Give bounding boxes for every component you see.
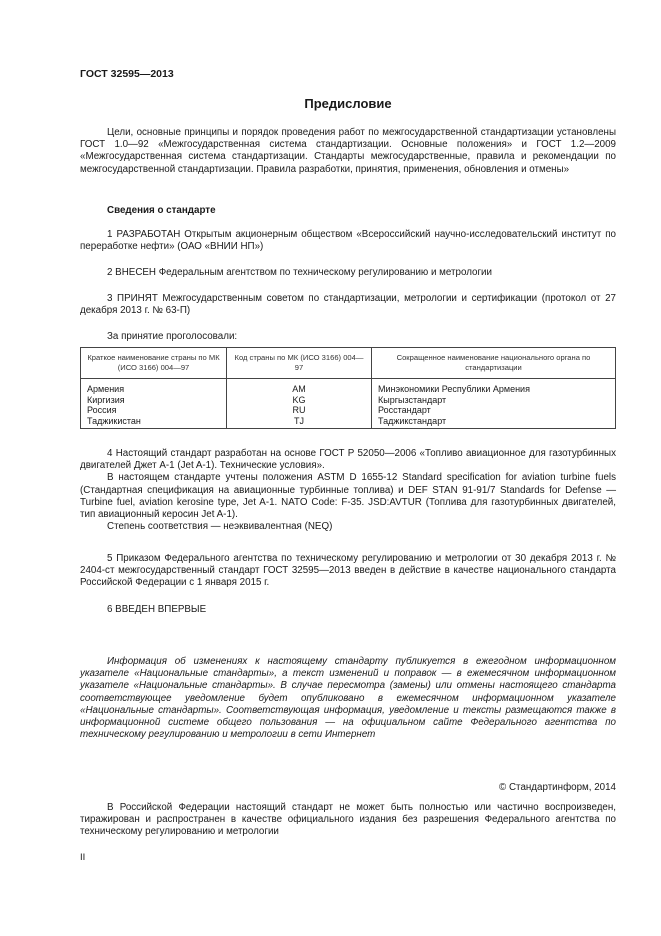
table-cell-country: Таджикистан — [81, 416, 227, 429]
table-header-body: Сокращенное наименование национального органа по стандартизации — [372, 348, 616, 379]
item-4-references: В настоящем стандарте учтены положения ASTM D 1655-12 Standard specification for aviation turbine fuels (Стандартная спецификация на авиационные турбинные топлива) и DEF STAN 91-91/7 Standards for Defense — Turbine fuel, aviation kerosine type, Jet A-1. NATO Code: F-35. JSD:AVTUR (Топлива для газотурбинных двигателей, тип авиационный керосин Jet A-1). — [80, 472, 616, 521]
page-number: II — [80, 852, 86, 863]
table-row — [81, 395, 616, 406]
table-cell-code: TJ — [227, 416, 372, 429]
item-2-text: 2 ВНЕСЕН Федеральным агентством по техническому регулированию и метрологии — [107, 267, 493, 278]
item-6-text: 6 ВВЕДЕН ВПЕРВЫЕ — [107, 604, 207, 615]
table-cell-body: Таджикстандарт — [372, 416, 616, 429]
intro-paragraph — [80, 127, 616, 176]
table-row — [81, 405, 616, 416]
item-3 — [80, 293, 616, 317]
info-notice — [80, 656, 616, 741]
legal-notice — [80, 802, 616, 839]
table-cell-body: Кыргызстандарт — [372, 395, 616, 406]
voted-label: За принятие проголосовали: — [107, 331, 238, 342]
copyright: © Стандартинформ, 2014 — [499, 782, 616, 793]
item-4-text: 4 Настоящий стандарт разработан на основе ГОСТ Р 52050—2006 «Топливо авиационное для газотурбинных двигателей Джет А-1 (Jet A-1). Технические условия». — [80, 448, 616, 472]
item-2 — [80, 267, 616, 279]
table-cell-code: KG — [227, 395, 372, 406]
item-1-text: 1 РАЗРАБОТАН Открытым акционерным обществом «Всероссийский научно-исследовательский институт по переработке нефти» (ОАО «ВНИИ НП») — [80, 229, 616, 253]
table-header-country: Краткое наименование страны по МК (ИСО 3166) 004—97 — [81, 348, 227, 379]
intro-text: Цели, основные принципы и порядок проведения работ по межгосударственной стандартизации установлены ГОСТ 1.0—92 «Межгосударственная система стандартизации. Основные положения» и ГОСТ 1.2—2009 «Межгосударственная система стандартизации. Стандарты межгосударственные, правила и рекомендации по межгосударственной стандартизации. Правила разработки, принятия, применения, обновления и отмены» — [80, 127, 616, 175]
info-notice-text: Информация об изменениях к настоящему стандарту публикуется в ежегодном информационном указателе «Национальные стандарты», а текст изменений и поправок — в ежемесячном информационном указателе «Национальные стандарты». В случае пересмотра (замены) или отмены настоящего стандарта соответствующее уведомление будет опубликовано в ежемесячном информационном указателе «Национальные стандарты». Соответствующая информация, уведомление и тексты размещаются также в информационной системе общего пользования — на официальном сайте Федерального агентства по техническому регулированию и метрологии в сети Интернет — [80, 656, 616, 741]
table-cell-code: RU — [227, 405, 372, 416]
table-cell-country: Армения — [81, 379, 227, 395]
item-5-text: 5 Приказом Федерального агентства по техническому регулированию и метрологии от 30 декабря 2013 г. № 2404-ст межгосударственный стандарт ГОСТ 32595—2013 введен в действие в качестве национального стандарта Российской Федерации с 1 января 2015 г. — [80, 553, 616, 589]
table-cell-country: Россия — [81, 405, 227, 416]
table-header-row — [81, 348, 616, 379]
table-cell-code: AM — [227, 379, 372, 395]
standard-number: ГОСТ 32595—2013 — [80, 68, 174, 80]
countries-table — [80, 347, 616, 429]
table-cell-body: Минэкономики Республики Армения — [372, 379, 616, 395]
item-5 — [80, 553, 616, 590]
page-title: Предисловие — [304, 96, 392, 111]
about-heading: Сведения о стандарте — [107, 205, 216, 216]
table-cell-country: Киргизия — [81, 395, 227, 406]
item-1 — [80, 229, 616, 253]
legal-notice-text: В Российской Федерации настоящий стандарт не может быть полностью или частично воспроизведен, тиражирован и распространен в качестве официального издания без разрешения Федерального агентства по техническому регулированию и метрологии — [80, 802, 616, 838]
item-6 — [80, 604, 616, 616]
item-4-conformity: Степень соответствия — неэквивалентная (NEQ) — [107, 521, 333, 533]
table-header-code: Код страны по МК (ИСО 3166) 004—97 — [227, 348, 372, 379]
item-3-text: 3 ПРИНЯТ Межгосударственным советом по стандартизации, метрологии и сертификации (протокол от 27 декабря 2013 г. № 63-П) — [80, 293, 616, 317]
table-cell-body: Росстандарт — [372, 405, 616, 416]
item-4 — [80, 448, 616, 533]
table-row — [81, 416, 616, 429]
table-row — [81, 379, 616, 395]
